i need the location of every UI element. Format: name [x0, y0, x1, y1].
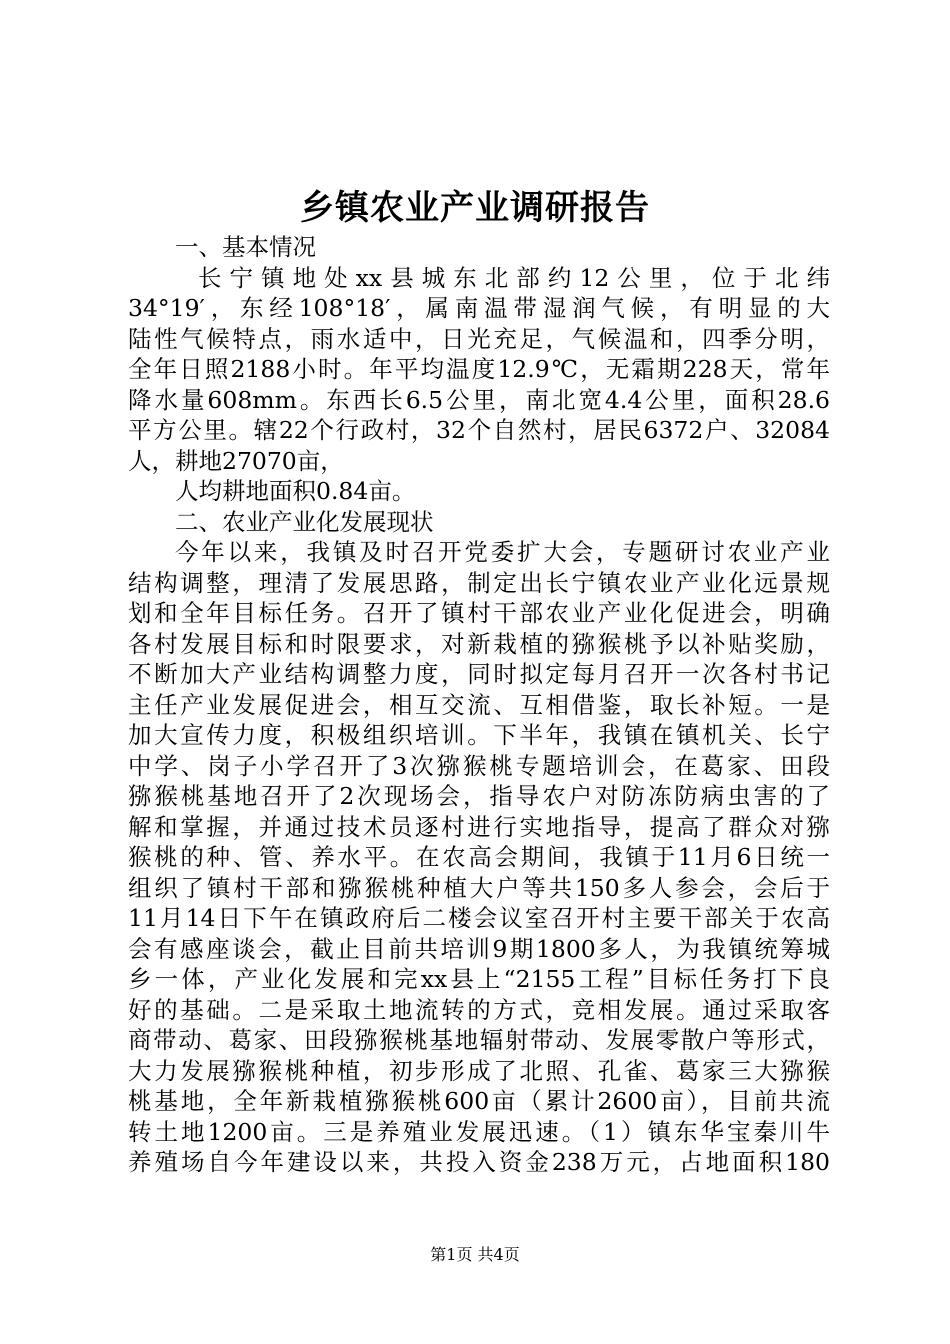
body-line: 二、农业产业化发展现状: [175, 507, 434, 536]
body-line: 大力发展猕猴桃种植，初步形成了北照、孔雀、葛家三大猕猴: [128, 1056, 830, 1085]
body-line: 组织了镇村干部和猕猴桃种植大户等共150多人参会，会后于: [128, 873, 830, 902]
body-line: 降水量608mm。东西长6.5公里，南北宽4.4公里，面积28.6: [128, 385, 830, 414]
body-line: 结构调整，理清了发展思路，制定出长宁镇农业产业化远景规: [128, 568, 830, 597]
body-line: 划和全年目标任务。召开了镇村干部农业产业化促进会，明确: [128, 599, 830, 627]
body-line: 乡一体，产业化发展和完xx县上“2155工程”目标任务打下良: [128, 965, 830, 993]
page-number-footer: 第1页 共4页: [430, 1245, 520, 1264]
body-line: 陆性气候特点，雨水适中，日光充足，气候温和，四季分明，: [128, 324, 830, 353]
body-line: 11月14日下午在镇政府后二楼会议室召开村主要干部关于农高: [128, 904, 830, 932]
body-line: 今年以来，我镇及时召开党委扩大会，专题研讨农业产业: [175, 538, 830, 566]
body-line: 长宁镇地处xx县城东北部约12公里，位于北纬: [198, 263, 830, 292]
body-line: 桃基地，全年新栽植猕猴桃600亩（累计2600亩），目前共流: [128, 1087, 830, 1115]
body-line: 主任产业发展促进会，相互交流、互相借鉴，取长补短。一是: [128, 690, 830, 719]
body-line: 人均耕地面积0.84亩。: [175, 477, 416, 505]
body-line: 全年日照2188小时。年平均温度12.9℃，无霜期228天，常年: [128, 355, 830, 383]
body-line: 一、基本情况: [175, 233, 316, 261]
body-line: 猴桃的种、管、养水平。在农高会期间，我镇于11月6日统一: [128, 843, 830, 871]
body-line: 会有感座谈会，截止目前共培训9期1800多人，为我镇统筹城: [128, 934, 830, 963]
body-line: 人，耕地27070亩，: [128, 446, 344, 475]
body-line: 养殖场自今年建设以来，共投入资金238万元，占地面积180: [128, 1148, 830, 1176]
body-line: 平方公里。辖22个行政村，32个自然村，居民6372户、32084: [128, 416, 830, 444]
document-body: [128, 232, 830, 1178]
body-line: 各村发展目标和时限要求，对新栽植的猕猴桃予以补贴奖励，: [128, 629, 830, 658]
body-line: 加大宣传力度，积极组织培训。下半年，我镇在镇机关、长宁: [128, 721, 830, 749]
document-title: 乡镇农业产业调研报告: [300, 188, 650, 228]
body-line: 猕猴桃基地召开了2次现场会，指导农户对防冻防病虫害的了: [128, 782, 830, 810]
body-line: 解和掌握，并通过技术员逐村进行实地指导，提高了群众对猕: [128, 812, 830, 841]
body-line: 中学、岗子小学召开了3次猕猴桃专题培训会，在葛家、田段: [128, 751, 830, 780]
body-line: 商带动、葛家、田段猕猴桃基地辐射带动、发展零散户等形式，: [128, 1026, 830, 1054]
body-line: 转土地1200亩。三是养殖业发展迅速。（1）镇东华宝秦川牛: [128, 1117, 830, 1146]
body-line: 不断加大产业结构调整力度，同时拟定每月召开一次各村书记: [128, 660, 830, 688]
body-line: 34°19′，东经108°18′，属南温带湿润气候，有明显的大: [128, 294, 830, 322]
body-line: 好的基础。二是采取土地流转的方式，竞相发展。通过采取客: [128, 995, 830, 1024]
